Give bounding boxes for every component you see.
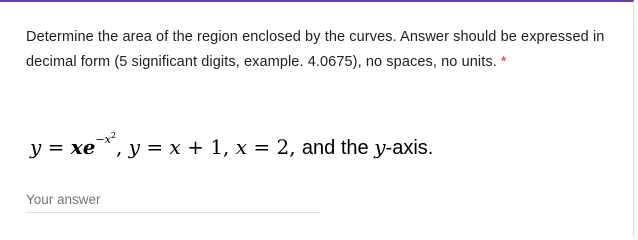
- eq-e: e: [82, 135, 96, 159]
- eq-exp-minus: −: [95, 133, 105, 146]
- eq-y-axis-var: y: [374, 135, 386, 159]
- answer-input[interactable]: [26, 186, 320, 213]
- eq-equals-1: =: [41, 135, 71, 159]
- eq-comma-1: ,: [116, 135, 129, 159]
- eq-equals-3: = 2,: [247, 135, 302, 159]
- eq-axis-suffix: -axis.: [385, 137, 434, 159]
- eq-equals-2: =: [140, 135, 170, 159]
- eq-exp-var: x: [104, 133, 111, 146]
- question-text: Determine the area of the region enclosed by the curves. Answer should be expressed in decimal form (5 significant digits, example. 4.0675), no spaces, no units.: [26, 29, 605, 70]
- eq-and-the: and the: [301, 137, 375, 159]
- eq-plus-one: + 1,: [180, 135, 236, 159]
- equation: [30, 130, 433, 164]
- eq-x1: x: [70, 135, 83, 159]
- question-title: [26, 25, 616, 75]
- required-asterisk: *: [500, 54, 507, 70]
- eq-x3: x: [235, 135, 247, 159]
- eq-exp-pow: 2: [110, 131, 116, 140]
- eq-y2: y: [128, 135, 141, 159]
- eq-exponent: [95, 133, 116, 146]
- eq-x2: x: [169, 135, 181, 159]
- eq-y1: y: [30, 135, 42, 159]
